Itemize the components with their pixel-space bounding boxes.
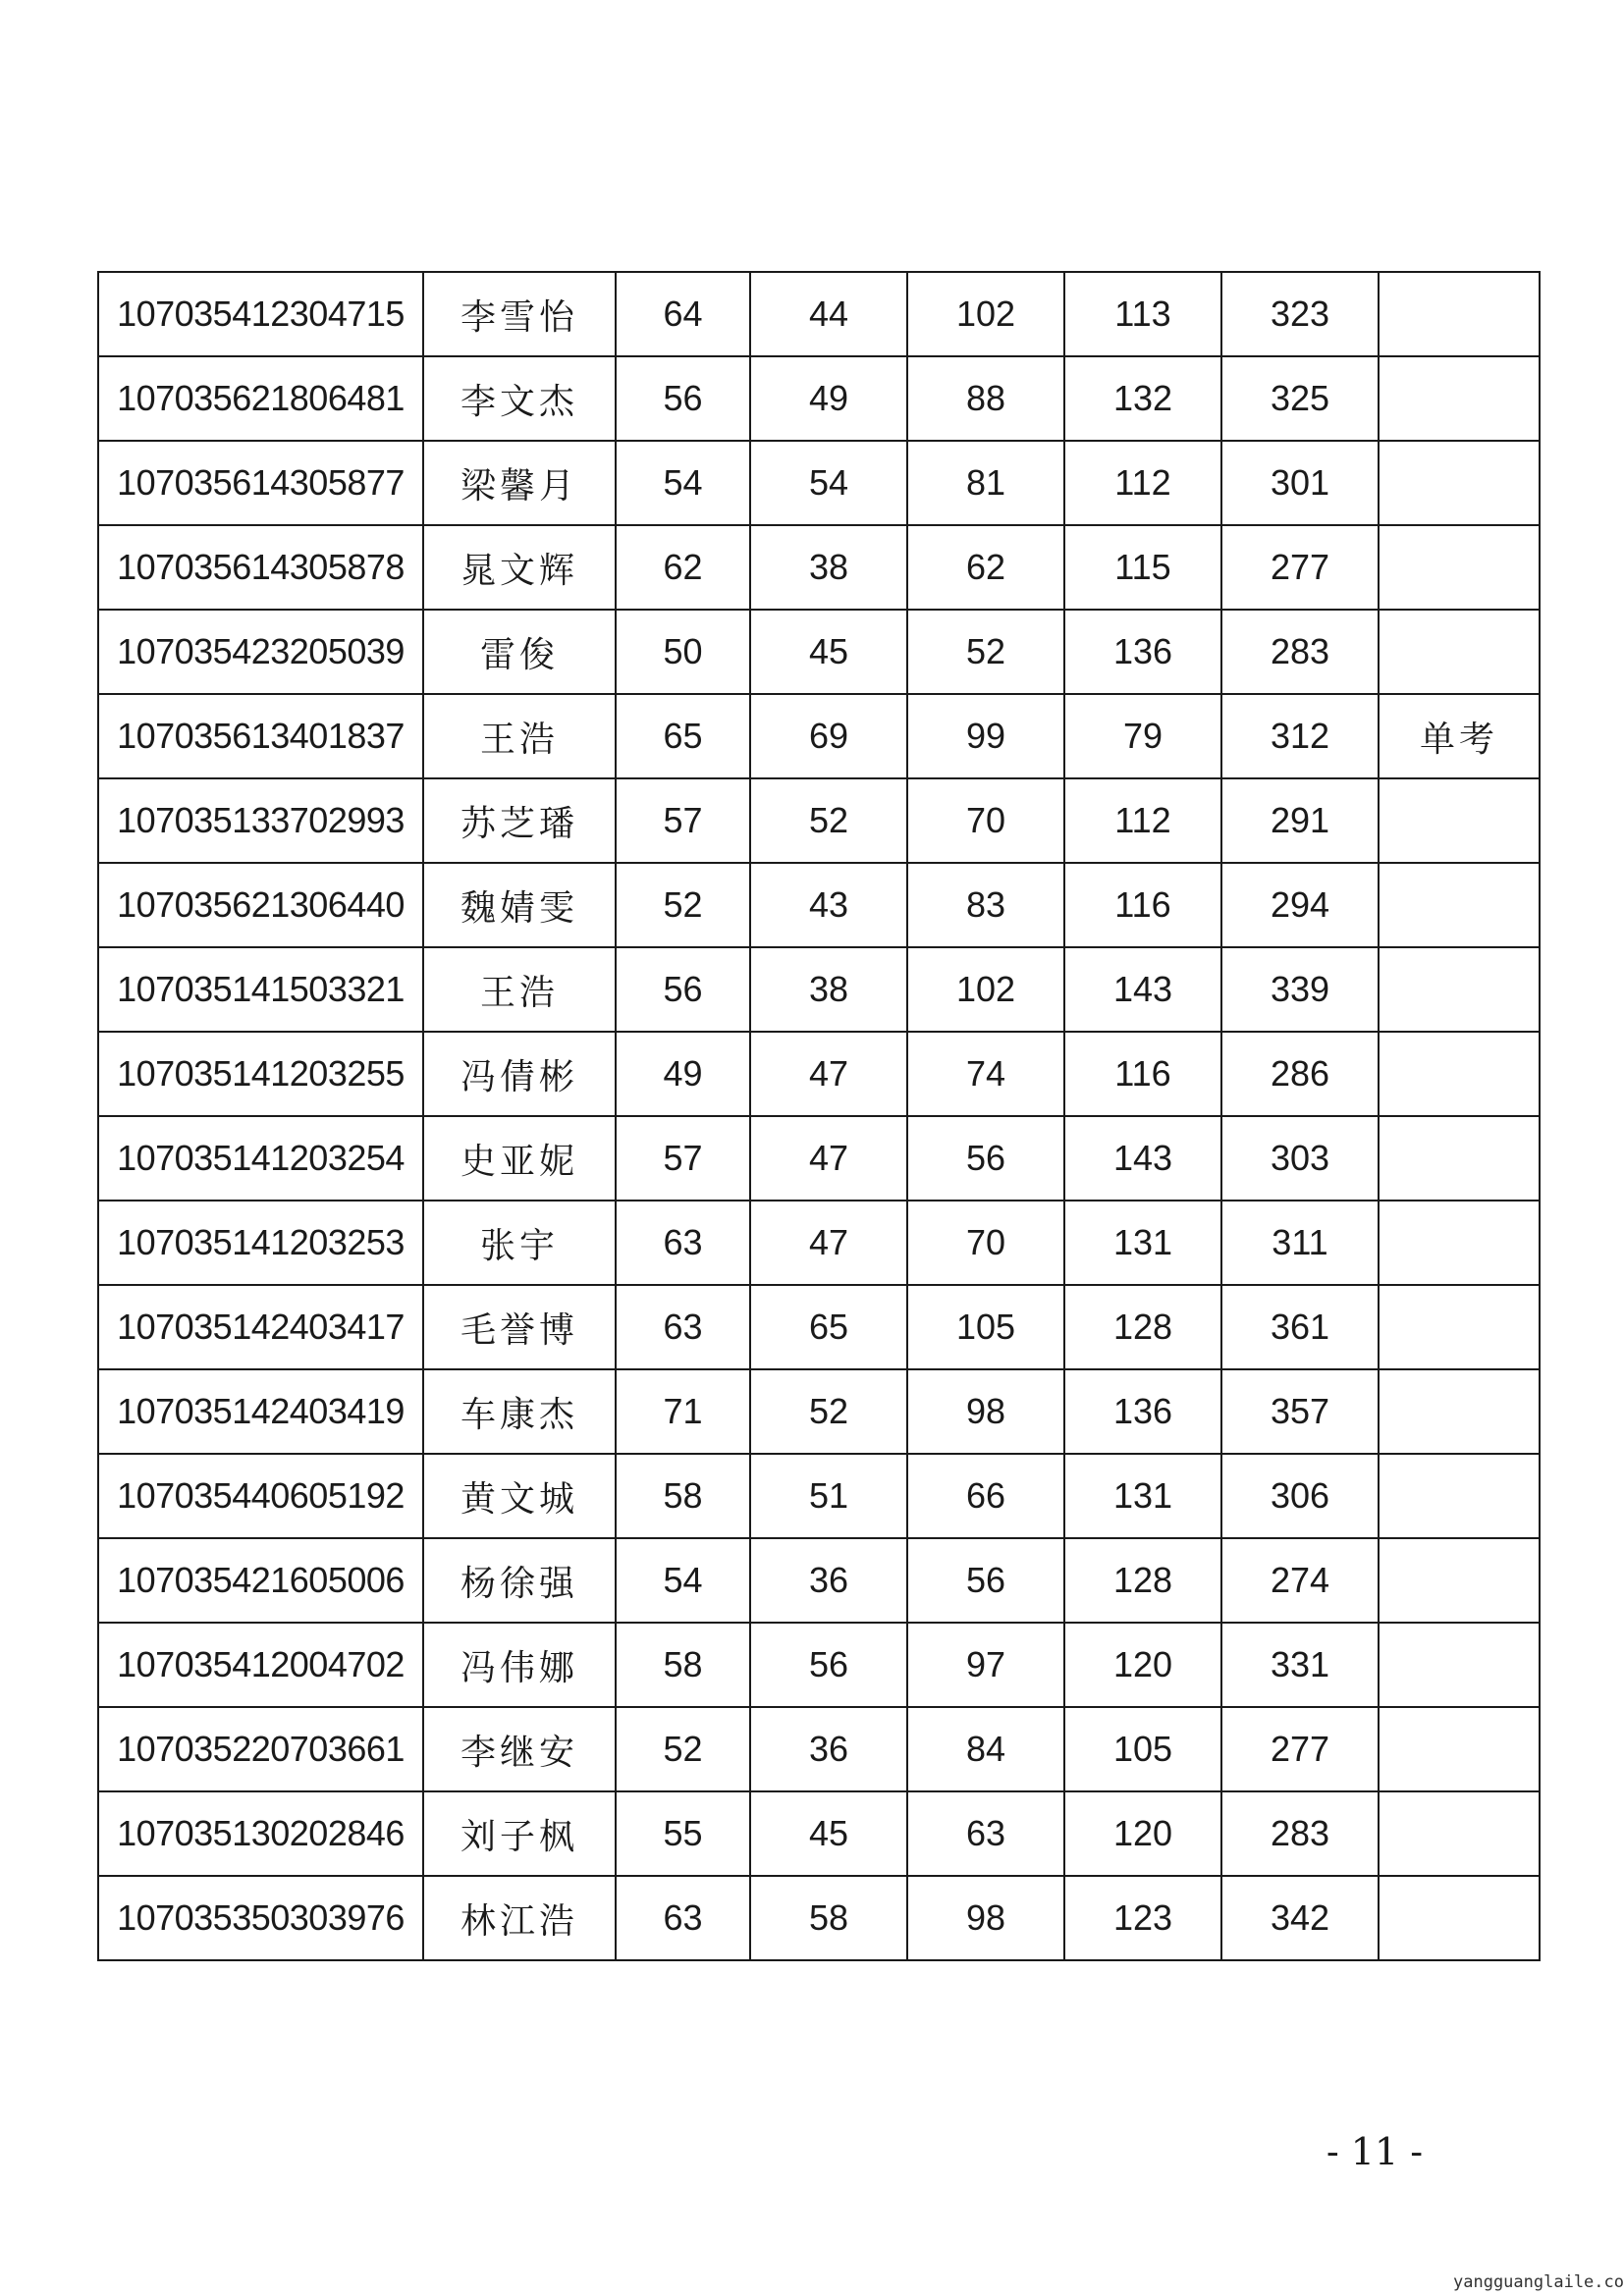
- score-1-cell: 63: [616, 1876, 750, 1960]
- total-score-cell: 342: [1221, 1876, 1379, 1960]
- candidate-id-cell: 107035141203255: [98, 1032, 423, 1116]
- total-score-cell: 277: [1221, 525, 1379, 610]
- score-4-cell: 136: [1064, 1369, 1221, 1454]
- score-2-cell: 65: [750, 1285, 907, 1369]
- candidate-name-cell: 杨徐强: [423, 1538, 616, 1623]
- score-3-cell: 81: [907, 441, 1064, 525]
- candidate-id-cell: 107035412304715: [98, 272, 423, 356]
- score-1-cell: 58: [616, 1623, 750, 1707]
- total-score-cell: 294: [1221, 863, 1379, 947]
- remark-cell: [1379, 272, 1540, 356]
- candidate-name-cell: 冯伟娜: [423, 1623, 616, 1707]
- total-score-cell: 323: [1221, 272, 1379, 356]
- score-table: [97, 271, 1541, 1961]
- score-table-body: [98, 272, 1540, 1960]
- candidate-name-cell: 梁馨月: [423, 441, 616, 525]
- score-1-cell: 65: [616, 694, 750, 778]
- candidate-id-cell: 107035614305877: [98, 441, 423, 525]
- table-row: [98, 272, 1540, 356]
- total-score-cell: 325: [1221, 356, 1379, 441]
- score-2-cell: 58: [750, 1876, 907, 1960]
- table-row: [98, 441, 1540, 525]
- remark-cell: [1379, 1369, 1540, 1454]
- score-2-cell: 44: [750, 272, 907, 356]
- candidate-id-cell: 107035350303976: [98, 1876, 423, 1960]
- candidate-name-cell: 王浩: [423, 947, 616, 1032]
- candidate-name-cell: 冯倩彬: [423, 1032, 616, 1116]
- score-2-cell: 69: [750, 694, 907, 778]
- remark-cell: [1379, 525, 1540, 610]
- score-2-cell: 36: [750, 1707, 907, 1791]
- score-1-cell: 62: [616, 525, 750, 610]
- score-4-cell: 120: [1064, 1623, 1221, 1707]
- remark-cell: [1379, 1032, 1540, 1116]
- candidate-name-cell: 苏芝璠: [423, 778, 616, 863]
- remark-cell: [1379, 441, 1540, 525]
- score-4-cell: 116: [1064, 863, 1221, 947]
- score-2-cell: 49: [750, 356, 907, 441]
- score-1-cell: 55: [616, 1791, 750, 1876]
- total-score-cell: 291: [1221, 778, 1379, 863]
- score-3-cell: 105: [907, 1285, 1064, 1369]
- candidate-id-cell: 107035423205039: [98, 610, 423, 694]
- table-row: [98, 947, 1540, 1032]
- remark-cell: [1379, 863, 1540, 947]
- score-4-cell: 105: [1064, 1707, 1221, 1791]
- candidate-id-cell: 107035141203254: [98, 1116, 423, 1201]
- score-1-cell: 63: [616, 1201, 750, 1285]
- table-row: [98, 1032, 1540, 1116]
- score-3-cell: 70: [907, 1201, 1064, 1285]
- score-2-cell: 47: [750, 1201, 907, 1285]
- score-2-cell: 36: [750, 1538, 907, 1623]
- score-1-cell: 56: [616, 356, 750, 441]
- candidate-name-cell: 林江浩: [423, 1876, 616, 1960]
- total-score-cell: 331: [1221, 1623, 1379, 1707]
- score-1-cell: 64: [616, 272, 750, 356]
- score-1-cell: 49: [616, 1032, 750, 1116]
- score-1-cell: 63: [616, 1285, 750, 1369]
- remark-cell: [1379, 356, 1540, 441]
- score-4-cell: 112: [1064, 441, 1221, 525]
- table-row: [98, 1876, 1540, 1960]
- remark-cell: [1379, 1623, 1540, 1707]
- score-4-cell: 79: [1064, 694, 1221, 778]
- table-row: [98, 778, 1540, 863]
- candidate-name-cell: 刘子枫: [423, 1791, 616, 1876]
- table-row: [98, 863, 1540, 947]
- score-3-cell: 62: [907, 525, 1064, 610]
- candidate-name-cell: 车康杰: [423, 1369, 616, 1454]
- watermark-text: yangguanglaile.co: [1453, 2272, 1624, 2292]
- candidate-name-cell: 张宇: [423, 1201, 616, 1285]
- table-row: [98, 1623, 1540, 1707]
- candidate-name-cell: 王浩: [423, 694, 616, 778]
- score-4-cell: 116: [1064, 1032, 1221, 1116]
- candidate-id-cell: 107035421605006: [98, 1538, 423, 1623]
- score-2-cell: 38: [750, 947, 907, 1032]
- score-2-cell: 52: [750, 778, 907, 863]
- candidate-id-cell: 107035142403417: [98, 1285, 423, 1369]
- candidate-name-cell: 雷俊: [423, 610, 616, 694]
- score-2-cell: 54: [750, 441, 907, 525]
- score-3-cell: 97: [907, 1623, 1064, 1707]
- score-3-cell: 84: [907, 1707, 1064, 1791]
- candidate-id-cell: 107035141503321: [98, 947, 423, 1032]
- candidate-id-cell: 107035621306440: [98, 863, 423, 947]
- score-3-cell: 88: [907, 356, 1064, 441]
- score-2-cell: 47: [750, 1116, 907, 1201]
- table-row: [98, 1369, 1540, 1454]
- total-score-cell: 277: [1221, 1707, 1379, 1791]
- score-1-cell: 71: [616, 1369, 750, 1454]
- table-row: [98, 1791, 1540, 1876]
- score-2-cell: 47: [750, 1032, 907, 1116]
- score-4-cell: 123: [1064, 1876, 1221, 1960]
- score-4-cell: 132: [1064, 356, 1221, 441]
- total-score-cell: 306: [1221, 1454, 1379, 1538]
- score-2-cell: 52: [750, 1369, 907, 1454]
- table-row: [98, 610, 1540, 694]
- total-score-cell: 303: [1221, 1116, 1379, 1201]
- score-3-cell: 98: [907, 1369, 1064, 1454]
- score-3-cell: 66: [907, 1454, 1064, 1538]
- score-1-cell: 56: [616, 947, 750, 1032]
- score-3-cell: 63: [907, 1791, 1064, 1876]
- candidate-id-cell: 107035141203253: [98, 1201, 423, 1285]
- score-3-cell: 56: [907, 1538, 1064, 1623]
- candidate-id-cell: 107035621806481: [98, 356, 423, 441]
- table-row: [98, 1201, 1540, 1285]
- table-row: [98, 1454, 1540, 1538]
- score-4-cell: 128: [1064, 1538, 1221, 1623]
- remark-cell: [1379, 1707, 1540, 1791]
- candidate-id-cell: 107035142403419: [98, 1369, 423, 1454]
- score-4-cell: 136: [1064, 610, 1221, 694]
- candidate-name-cell: 李继安: [423, 1707, 616, 1791]
- candidate-name-cell: 毛誉博: [423, 1285, 616, 1369]
- score-1-cell: 54: [616, 441, 750, 525]
- total-score-cell: 301: [1221, 441, 1379, 525]
- score-2-cell: 45: [750, 610, 907, 694]
- score-2-cell: 45: [750, 1791, 907, 1876]
- score-4-cell: 131: [1064, 1454, 1221, 1538]
- remark-cell: [1379, 1538, 1540, 1623]
- score-3-cell: 70: [907, 778, 1064, 863]
- total-score-cell: 286: [1221, 1032, 1379, 1116]
- remark-cell: [1379, 1876, 1540, 1960]
- score-1-cell: 52: [616, 863, 750, 947]
- score-1-cell: 57: [616, 1116, 750, 1201]
- candidate-id-cell: 107035133702993: [98, 778, 423, 863]
- score-3-cell: 52: [907, 610, 1064, 694]
- table-row: [98, 356, 1540, 441]
- score-4-cell: 113: [1064, 272, 1221, 356]
- score-3-cell: 98: [907, 1876, 1064, 1960]
- score-2-cell: 43: [750, 863, 907, 947]
- score-1-cell: 50: [616, 610, 750, 694]
- candidate-name-cell: 李文杰: [423, 356, 616, 441]
- total-score-cell: 339: [1221, 947, 1379, 1032]
- score-3-cell: 99: [907, 694, 1064, 778]
- candidate-id-cell: 107035220703661: [98, 1707, 423, 1791]
- remark-cell: [1379, 1454, 1540, 1538]
- remark-cell: [1379, 1201, 1540, 1285]
- table-row: [98, 1116, 1540, 1201]
- candidate-name-cell: 黄文城: [423, 1454, 616, 1538]
- remark-cell: [1379, 1791, 1540, 1876]
- candidate-id-cell: 107035440605192: [98, 1454, 423, 1538]
- remark-cell: [1379, 1116, 1540, 1201]
- total-score-cell: 283: [1221, 610, 1379, 694]
- score-2-cell: 56: [750, 1623, 907, 1707]
- total-score-cell: 357: [1221, 1369, 1379, 1454]
- score-2-cell: 38: [750, 525, 907, 610]
- candidate-name-cell: 李雪怡: [423, 272, 616, 356]
- total-score-cell: 312: [1221, 694, 1379, 778]
- table-row: [98, 525, 1540, 610]
- table-row: [98, 1538, 1540, 1623]
- score-4-cell: 112: [1064, 778, 1221, 863]
- table-row: [98, 1285, 1540, 1369]
- score-1-cell: 58: [616, 1454, 750, 1538]
- remark-cell: [1379, 610, 1540, 694]
- candidate-name-cell: 晁文辉: [423, 525, 616, 610]
- score-4-cell: 143: [1064, 947, 1221, 1032]
- score-3-cell: 56: [907, 1116, 1064, 1201]
- total-score-cell: 274: [1221, 1538, 1379, 1623]
- page-number: - 11 -: [1326, 2130, 1424, 2173]
- candidate-name-cell: 魏婧雯: [423, 863, 616, 947]
- score-1-cell: 57: [616, 778, 750, 863]
- remark-cell: [1379, 778, 1540, 863]
- total-score-cell: 311: [1221, 1201, 1379, 1285]
- score-3-cell: 74: [907, 1032, 1064, 1116]
- remark-cell: [1379, 1285, 1540, 1369]
- score-3-cell: 83: [907, 863, 1064, 947]
- score-4-cell: 131: [1064, 1201, 1221, 1285]
- total-score-cell: 361: [1221, 1285, 1379, 1369]
- score-1-cell: 52: [616, 1707, 750, 1791]
- score-4-cell: 128: [1064, 1285, 1221, 1369]
- candidate-id-cell: 107035613401837: [98, 694, 423, 778]
- total-score-cell: 283: [1221, 1791, 1379, 1876]
- candidate-id-cell: 107035614305878: [98, 525, 423, 610]
- score-4-cell: 143: [1064, 1116, 1221, 1201]
- remark-cell: 单考: [1379, 694, 1540, 778]
- remark-cell: [1379, 947, 1540, 1032]
- score-4-cell: 120: [1064, 1791, 1221, 1876]
- score-1-cell: 54: [616, 1538, 750, 1623]
- score-4-cell: 115: [1064, 525, 1221, 610]
- candidate-id-cell: 107035130202846: [98, 1791, 423, 1876]
- table-row: [98, 694, 1540, 778]
- score-3-cell: 102: [907, 272, 1064, 356]
- candidate-id-cell: 107035412004702: [98, 1623, 423, 1707]
- table-row: [98, 1707, 1540, 1791]
- score-3-cell: 102: [907, 947, 1064, 1032]
- candidate-name-cell: 史亚妮: [423, 1116, 616, 1201]
- score-2-cell: 51: [750, 1454, 907, 1538]
